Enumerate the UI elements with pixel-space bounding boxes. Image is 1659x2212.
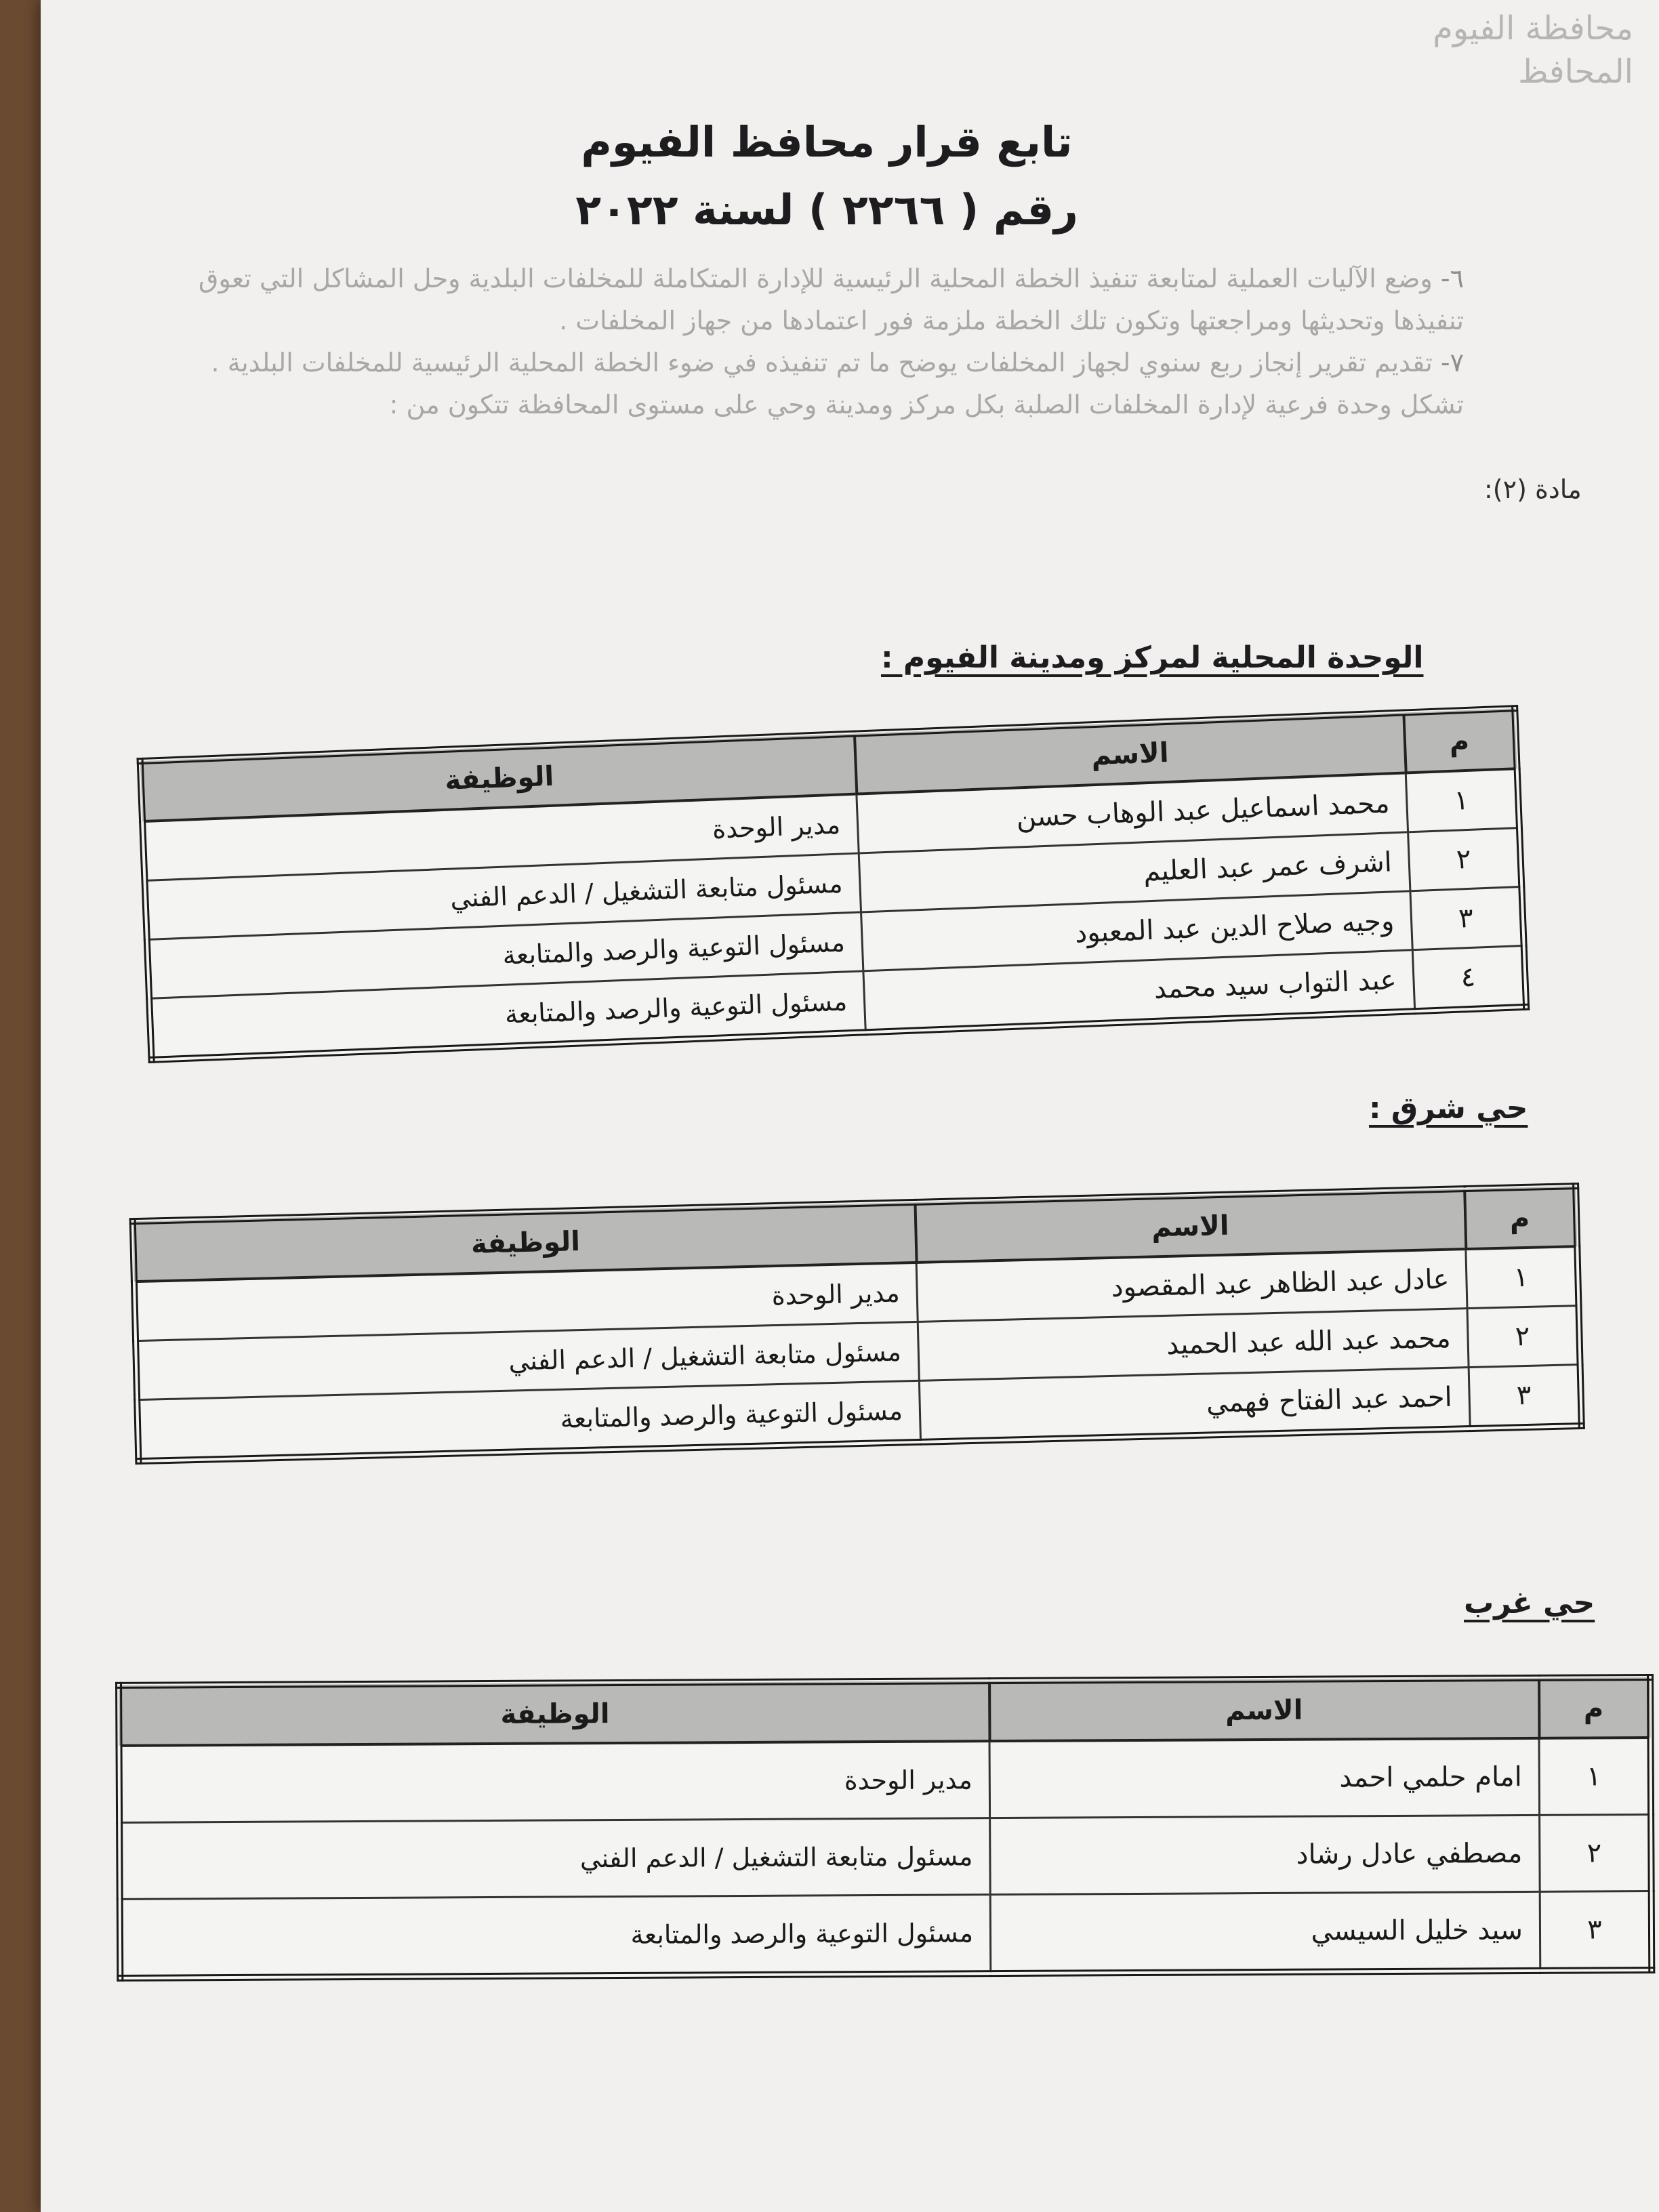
table-header-row: م الاسم الوظيفة xyxy=(119,1677,1650,1746)
intro-item-7: ٧- تقديم تقرير إنجاز ربع سنوي لجهاز المخلفات يوضح ما تم تنفيذه في ضوء الخطة المحلية الرئيسية للمخلفات البلدية . xyxy=(211,348,1464,377)
table-header-row: م الاسم الوظيفة xyxy=(140,708,1517,821)
decision-header xyxy=(420,108,1233,244)
table-header-row: م الاسم الوظيفة xyxy=(133,1186,1578,1282)
governorate-stamp: محافظة الفيوم المحافظ xyxy=(1433,9,1633,91)
section-title: حي غرب xyxy=(1464,1586,1595,1620)
members-table xyxy=(129,1183,1585,1465)
table-row: ١ امام حلمي احمد مدير الوحدة xyxy=(119,1738,1652,1822)
table-row: ٢ اشرف عمر عبد العليم مسئول متابعة التشغيل / الدعم الفني xyxy=(144,828,1521,940)
decision-title: تابع قرار محافظ الفيوم xyxy=(581,117,1073,167)
decision-number: رقم ( ٢٢٦٦ ) لسنة ٢٠٢٢ xyxy=(575,185,1078,234)
intro-paragraphs xyxy=(176,258,1464,426)
intro-item-6: ٦- وضع الآليات العملية لمتابعة تنفيذ الخطة المحلية الرئيسية للإدارة المتكاملة للمخلفات البلدية وحل المشاكل التي تعوق تنفيذها وتحديثها ومراجعتها وتكون تلك الخطة ملزمة فور اعتمادها من جهاز المخلفات . xyxy=(198,264,1464,335)
section-title: الوحدة المحلية لمركز ومدينة الفيوم : xyxy=(881,640,1424,675)
table-row: ١ محمد اسماعيل عبد الوهاب حسن مدير الوحدة xyxy=(142,769,1519,880)
members-table xyxy=(115,1674,1655,1982)
table-row: ٢ محمد عبد الله عبد الحميد مسئول متابعة التشغيل / الدعم الفني xyxy=(136,1306,1580,1400)
table-row: ٣ وجيه صلاح الدين عبد المعبود مسئول التوعية والرصد والمتابعة xyxy=(147,886,1524,998)
members-table xyxy=(137,705,1530,1063)
document-page xyxy=(41,0,1659,2212)
table-row: ٣ احمد عبد الفتاح فهمي مسئول التوعية والرصد والمتابعة xyxy=(137,1365,1582,1462)
table-row: ٣ سيد خليل السيسي مسئول التوعية والرصد والمتابعة xyxy=(120,1891,1652,1978)
section-title: حي شرق : xyxy=(1369,1091,1528,1126)
article-text: تشكل وحدة فرعية لإدارة المخلفات الصلبة بكل مركز ومدينة وحي على مستوى المحافظة تتكون من : xyxy=(389,390,1464,419)
article-label: مادة (٢): xyxy=(1484,474,1582,504)
table-row: ٤ عبد التواب سيد محمد مسئول التوعية والرصد والمتابعة xyxy=(149,945,1526,1059)
table-row: ١ عادل عبد الظاهر عبد المقصود مدير الوحدة xyxy=(134,1246,1579,1341)
table-row: ٢ مصطفي عادل رشاد مسئول متابعة التشغيل / الدعم الفني xyxy=(119,1815,1652,1900)
